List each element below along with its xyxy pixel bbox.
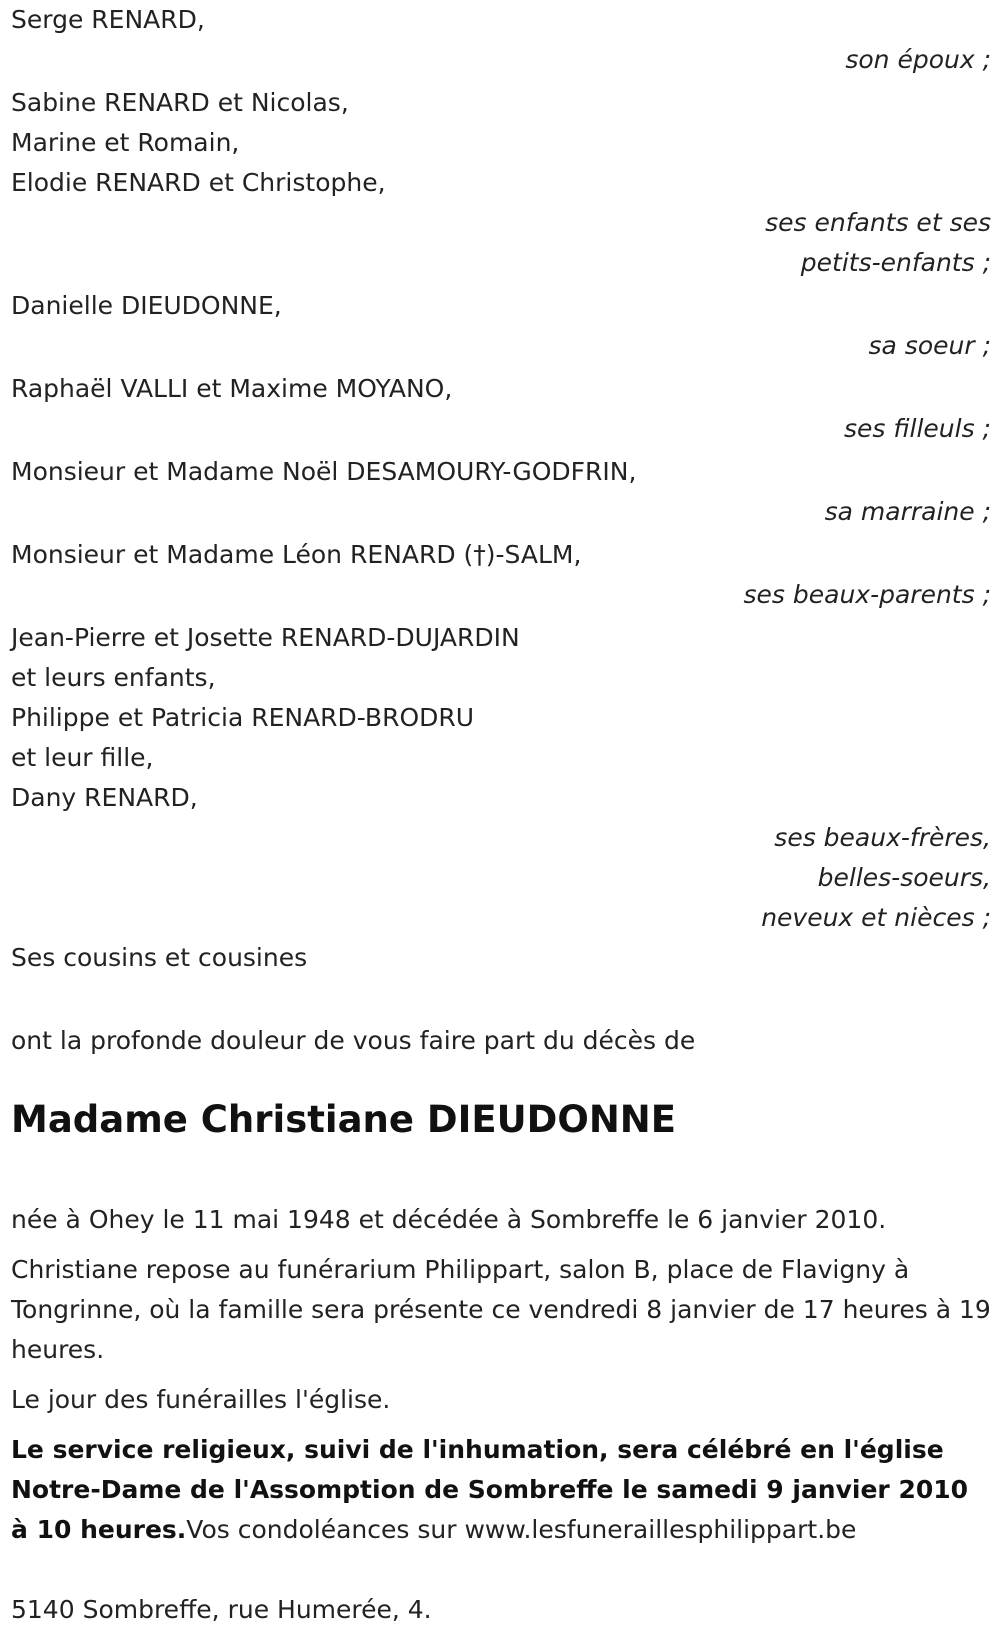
family-group-godmother: [11, 452, 991, 532]
service-info: [11, 1430, 991, 1550]
family-group-children: [11, 83, 991, 283]
cousins-line: Ses cousins et cousines: [11, 943, 308, 972]
address: 5140 Sombreffe, rue Humerée, 4.: [11, 1595, 432, 1624]
obituary-notice: [11, 0, 991, 1630]
family-group-godchildren: [11, 369, 991, 449]
family-group-in-laws: [11, 618, 991, 938]
family-name-line: Serge RENARD,: [11, 5, 205, 34]
family-name-line: Dany RENARD,: [11, 783, 198, 812]
service-details: Le service religieux, suivi de l'inhumation, sera célébré en l'église Notre-Dame de l'Assomption de Sombreffe le samedi 9 janvier 2010 à 10 heures.: [11, 1435, 969, 1544]
relation-label: ses enfants et ses: [765, 208, 991, 237]
deceased-name: Madame Christiane DIEUDONNE: [11, 1098, 677, 1141]
family-name-line: Elodie RENARD et Christophe,: [11, 168, 386, 197]
relation-label: son époux ;: [845, 45, 991, 74]
relation-label: ses beaux-parents ;: [743, 580, 991, 609]
family-name-line: Raphaël VALLI et Maxime MOYANO,: [11, 374, 453, 403]
family-group-parents-in-law: [11, 535, 991, 615]
funeral-day-note: Le jour des funérailles l'église.: [11, 1385, 391, 1414]
family-name-line: Philippe et Patricia RENARD-BRODRU: [11, 703, 475, 732]
family-name-line: Sabine RENARD et Nicolas,: [11, 88, 349, 117]
birth-death-dates: née à Ohey le 11 mai 1948 et décédée à Sombreffe le 6 janvier 2010.: [11, 1205, 887, 1234]
visitation-info: Christiane repose au funérarium Philippart, salon B, place de Flavigny à Tongrinne, où la famille sera présente ce vendredi 8 janvier de 17 heures à 19 heures.: [11, 1255, 991, 1364]
family-name-line: Danielle DIEUDONNE,: [11, 291, 282, 320]
family-name-line: Monsieur et Madame Léon RENARD (†)-SALM,: [11, 540, 582, 569]
announcement-text: ont la profonde douleur de vous faire part du décès de: [11, 1026, 696, 1055]
family-group-spouse: [11, 0, 991, 80]
family-name-line: Monsieur et Madame Noël DESAMOURY-GODFRIN,: [11, 457, 637, 486]
condolences-text: Vos condoléances sur www.lesfuneraillesphilippart.be: [186, 1515, 857, 1544]
relation-label: belles-soeurs,: [817, 863, 991, 892]
family-group-sister: [11, 286, 991, 366]
relation-label: neveux et nièces ;: [761, 903, 991, 932]
family-name-line: et leurs enfants,: [11, 663, 216, 692]
family-name-line: et leur fille,: [11, 743, 154, 772]
family-name-line: Marine et Romain,: [11, 128, 240, 157]
relation-label: ses filleuls ;: [844, 414, 991, 443]
relation-label: petits-enfants ;: [800, 248, 991, 277]
family-name-line: Jean-Pierre et Josette RENARD-DUJARDIN: [11, 623, 520, 652]
relation-label: ses beaux-frères,: [774, 823, 991, 852]
relation-label: sa marraine ;: [824, 497, 991, 526]
relation-label: sa soeur ;: [868, 331, 991, 360]
